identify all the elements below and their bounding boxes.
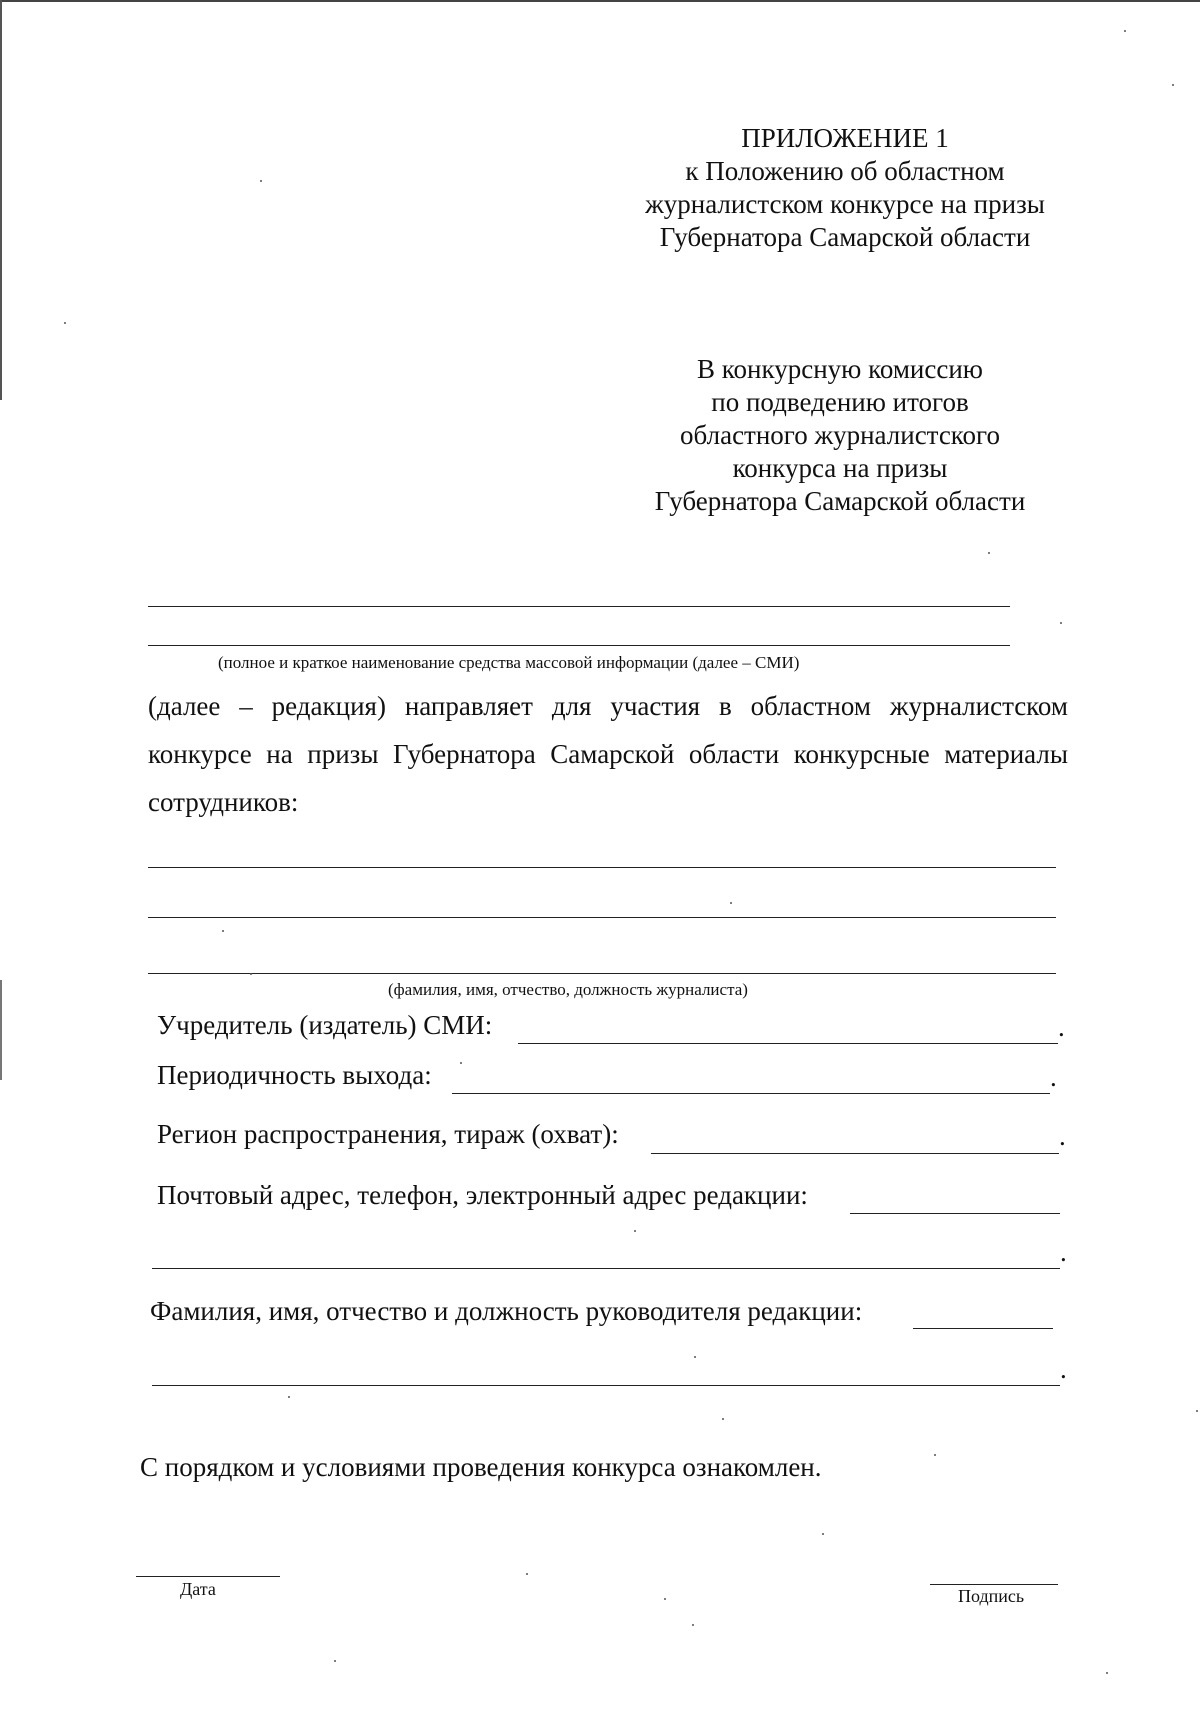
scan-speck — [1060, 622, 1062, 624]
scan-speck — [722, 1418, 724, 1420]
addressee-block — [610, 353, 1070, 518]
signature-line[interactable] — [930, 1584, 1058, 1585]
appendix-line-3: Губернатора Самарской области — [659, 222, 1031, 252]
scan-speck — [1196, 1410, 1198, 1412]
scan-speck — [692, 1624, 694, 1626]
scan-speck — [334, 1660, 336, 1662]
founder-period: . — [1058, 1012, 1065, 1042]
periodicity-period: . — [1050, 1062, 1057, 1092]
scan-speck — [1124, 30, 1126, 32]
region-period: . — [1059, 1121, 1066, 1151]
appendix-title: ПРИЛОЖЕНИЕ 1 — [741, 123, 949, 153]
scan-speck — [460, 1062, 462, 1064]
scan-speck — [222, 930, 224, 932]
scan-speck — [526, 1573, 528, 1575]
signature-label: Подпись — [958, 1586, 1025, 1606]
scan-speck — [64, 322, 66, 324]
head-field-2[interactable] — [152, 1385, 1060, 1386]
media-name-line-1[interactable] — [148, 606, 1010, 607]
date-line[interactable] — [136, 1576, 280, 1577]
scan-speck — [1172, 84, 1174, 86]
founder-field[interactable] — [518, 1043, 1058, 1044]
head-label: Фамилия, имя, отчество и должность руководителя редакции: — [150, 1296, 863, 1326]
journalist-caption: (фамилия, имя, отчество, должность журналиста) — [388, 980, 748, 999]
address-label: Почтовый адрес, телефон, электронный адрес редакции: — [157, 1180, 808, 1210]
scan-speck — [822, 1533, 824, 1535]
periodicity-field[interactable] — [452, 1093, 1050, 1094]
intro-paragraph: (далее – редакция) направляет для участия в областном журналистском конкурсе на призы Губернатора Самарской области конкурсные материалы сотрудников: — [148, 691, 1068, 817]
media-name-line-2[interactable] — [148, 645, 1010, 646]
address-period: . — [1060, 1237, 1067, 1267]
scan-speck — [634, 1230, 636, 1232]
scan-edge-top — [0, 0, 1200, 2]
periodicity-label: Периодичность выхода: — [157, 1060, 432, 1090]
media-name-caption: (полное и краткое наименование средства массовой информации (далее – СМИ) — [218, 653, 800, 672]
scan-speck — [250, 973, 252, 975]
journalist-line-2[interactable] — [148, 917, 1056, 918]
scan-speck — [288, 1396, 290, 1398]
addressee-line-3: областного журналистского — [680, 420, 1000, 450]
addressee-line-4: конкурса на призы — [732, 453, 948, 483]
acknowledgement-text: С порядком и условиями проведения конкурса ознакомлен. — [140, 1452, 822, 1482]
scan-speck — [988, 552, 990, 554]
scan-speck — [694, 1356, 696, 1358]
head-field-1[interactable] — [913, 1328, 1053, 1329]
scan-speck — [730, 902, 732, 904]
appendix-line-1: к Положению об областном — [685, 156, 1005, 186]
scan-edge-left — [0, 0, 2, 400]
addressee-line-5: Губернатора Самарской области — [654, 486, 1026, 516]
founder-label: Учредитель (издатель) СМИ: — [157, 1010, 493, 1040]
head-period: . — [1060, 1354, 1067, 1384]
scan-speck — [664, 1598, 666, 1600]
scan-speck — [260, 180, 262, 182]
date-label: Дата — [180, 1579, 216, 1599]
scan-speck — [1106, 1672, 1108, 1674]
addressee-line-1: В конкурсную комиссию — [697, 354, 983, 384]
scan-edge-left-lower — [0, 980, 2, 1080]
scan-speck — [934, 1454, 936, 1456]
appendix-header — [600, 122, 1090, 254]
journalist-line-3[interactable] — [148, 973, 1056, 974]
address-field-1[interactable] — [850, 1213, 1060, 1214]
addressee-line-2: по подведению итогов — [711, 387, 969, 417]
region-field[interactable] — [651, 1153, 1059, 1154]
region-label: Регион распространения, тираж (охват): — [157, 1119, 619, 1149]
address-field-2[interactable] — [152, 1268, 1060, 1269]
appendix-line-2: журналистском конкурсе на призы — [645, 189, 1045, 219]
journalist-line-1[interactable] — [148, 867, 1056, 868]
